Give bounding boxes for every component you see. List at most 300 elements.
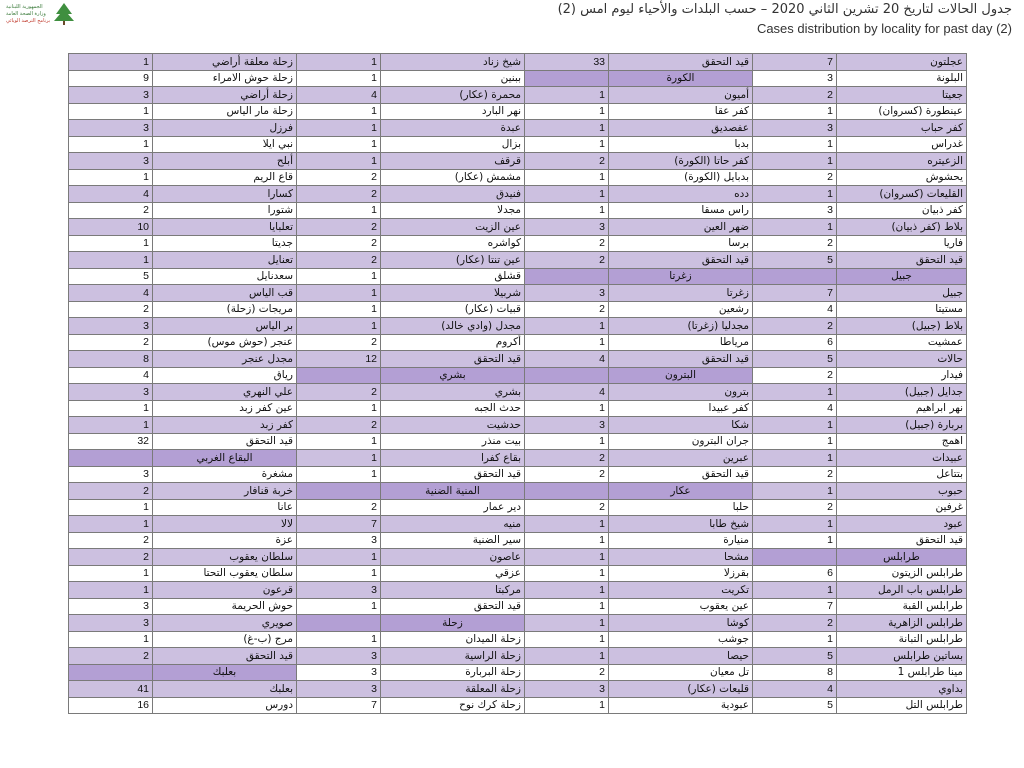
table-row	[69, 466, 967, 483]
case-count: 1	[525, 598, 609, 615]
table-row	[69, 235, 967, 252]
table-row	[69, 433, 967, 450]
case-count: 1	[297, 301, 381, 318]
locality-name: أبلح	[153, 153, 297, 170]
table-row	[69, 697, 967, 714]
case-count: 5	[753, 252, 837, 269]
case-count: 1	[525, 615, 609, 632]
case-count: 2	[525, 466, 609, 483]
case-count: 1	[297, 318, 381, 335]
locality-name: كفر حباب	[837, 120, 967, 137]
case-count: 1	[525, 549, 609, 566]
table-row	[69, 582, 967, 599]
locality-name: عبيدات	[837, 450, 967, 467]
case-count: 5	[753, 648, 837, 665]
case-count: 2	[753, 87, 837, 104]
locality-name: دده	[609, 186, 753, 203]
locality-name: عمشيت	[837, 334, 967, 351]
case-count: 1	[525, 120, 609, 137]
case-count: 1	[69, 169, 153, 186]
locality-name: سعدنايل	[153, 268, 297, 285]
table-row	[69, 499, 967, 516]
case-count: 1	[297, 598, 381, 615]
locality-name: طرابلس القبة	[837, 598, 967, 615]
district-header: البترون	[609, 367, 753, 384]
locality-name: زحلة كرك نوح	[381, 697, 525, 714]
table-row	[69, 648, 967, 665]
case-count: 1	[297, 136, 381, 153]
logo-line-3: برنامج الترصد الوبائي	[6, 18, 51, 24]
case-count: 1	[69, 54, 153, 71]
case-count: 7	[753, 598, 837, 615]
locality-name: بيت منذر	[381, 433, 525, 450]
locality-name: بعلبك	[153, 681, 297, 698]
case-count: 7	[753, 54, 837, 71]
case-count	[297, 615, 381, 632]
locality-name: قرعون	[153, 582, 297, 599]
case-count: 5	[69, 268, 153, 285]
case-count: 1	[525, 186, 609, 203]
case-count: 3	[69, 615, 153, 632]
locality-name: عينطورة (كسروان)	[837, 103, 967, 120]
case-count: 1	[753, 136, 837, 153]
locality-name: بزال	[381, 136, 525, 153]
locality-name: تعلبايا	[153, 219, 297, 236]
table-row	[69, 268, 967, 285]
locality-name: حبوب	[837, 483, 967, 500]
table-row	[69, 450, 967, 467]
locality-name: نهر ابراهيم	[837, 400, 967, 417]
locality-name: طرابلس التل	[837, 697, 967, 714]
district-header: جبيل	[837, 268, 967, 285]
locality-name: قيد التحقق	[153, 433, 297, 450]
locality-name: يحشوش	[837, 169, 967, 186]
case-count: 2	[297, 186, 381, 203]
case-count: 1	[525, 202, 609, 219]
case-count: 1	[753, 186, 837, 203]
locality-name: بقرزلا	[609, 565, 753, 582]
locality-name: مجدليا (زغرتا)	[609, 318, 753, 335]
case-count: 1	[297, 54, 381, 71]
locality-name: عنجر (حوش موس)	[153, 334, 297, 351]
case-count: 1	[525, 631, 609, 648]
locality-name: جران البترون	[609, 433, 753, 450]
locality-name: علي النهري	[153, 384, 297, 401]
locality-name: كفر عقا	[609, 103, 753, 120]
case-count: 3	[525, 219, 609, 236]
table-row	[69, 285, 967, 302]
locality-name: سلطان يعقوب التحتا	[153, 565, 297, 582]
locality-name: زحلة المعلقة	[381, 681, 525, 698]
case-count: 2	[297, 235, 381, 252]
case-count: 3	[69, 318, 153, 335]
table-row	[69, 301, 967, 318]
locality-name: شتورا	[153, 202, 297, 219]
district-header: البقاع الغربي	[153, 450, 297, 467]
locality-name: أميون	[609, 87, 753, 104]
case-count: 2	[753, 367, 837, 384]
locality-name: قيد التحقق	[609, 466, 753, 483]
locality-name: قرقف	[381, 153, 525, 170]
locality-name: بلاط (جبيل)	[837, 318, 967, 335]
locality-name: غرفين	[837, 499, 967, 516]
locality-name: جدايل (جبيل)	[837, 384, 967, 401]
locality-name: القليعات (كسروان)	[837, 186, 967, 203]
table-row	[69, 153, 967, 170]
case-count: 7	[753, 285, 837, 302]
case-count: 3	[525, 681, 609, 698]
case-count: 1	[69, 235, 153, 252]
locality-name: مشمش (عكار)	[381, 169, 525, 186]
locality-name: كسارا	[153, 186, 297, 203]
case-count: 3	[753, 202, 837, 219]
locality-name: عين تنتا (عكار)	[381, 252, 525, 269]
locality-name: عزة	[153, 532, 297, 549]
logo-line-1: الجمهورية اللبنانية	[6, 4, 43, 10]
case-count: 1	[753, 582, 837, 599]
locality-name: قاع الريم	[153, 169, 297, 186]
locality-name: طرابلس الزيتون	[837, 565, 967, 582]
case-count: 1	[297, 120, 381, 137]
case-count	[753, 268, 837, 285]
case-count: 2	[525, 252, 609, 269]
table-row	[69, 400, 967, 417]
locality-name: مشحا	[609, 549, 753, 566]
table-row	[69, 532, 967, 549]
table-row	[69, 367, 967, 384]
locality-name: بدبايل (الكورة)	[609, 169, 753, 186]
case-count	[69, 664, 153, 681]
cedar-icon	[52, 2, 76, 26]
case-count	[525, 367, 609, 384]
locality-name: جديتا	[153, 235, 297, 252]
case-count: 2	[69, 202, 153, 219]
locality-name: كواشره	[381, 235, 525, 252]
case-count: 1	[69, 582, 153, 599]
locality-name: عفصديق	[609, 120, 753, 137]
case-count: 1	[753, 219, 837, 236]
table-row	[69, 664, 967, 681]
case-count: 3	[525, 285, 609, 302]
case-count: 5	[753, 351, 837, 368]
case-count: 3	[69, 87, 153, 104]
case-count: 12	[297, 351, 381, 368]
case-count: 1	[753, 532, 837, 549]
case-count: 1	[753, 384, 837, 401]
table-row	[69, 54, 967, 71]
locality-name: قليعات (عكار)	[609, 681, 753, 698]
locality-name: عين كفر زبد	[153, 400, 297, 417]
case-count: 2	[297, 417, 381, 434]
locality-name: زحلة الراسية	[381, 648, 525, 665]
case-count: 10	[69, 219, 153, 236]
case-count: 8	[69, 351, 153, 368]
case-count: 2	[297, 252, 381, 269]
case-count: 1	[525, 532, 609, 549]
page-title-arabic: جدول الحالات لتاريخ 20 تشرين الثاني 2020 – حسب البلدات والأحياء ليوم امس (2)	[557, 2, 1012, 17]
case-count: 1	[69, 417, 153, 434]
case-count: 4	[69, 285, 153, 302]
case-count: 1	[525, 582, 609, 599]
case-count: 4	[753, 400, 837, 417]
locality-name: بتتاعل	[837, 466, 967, 483]
case-count: 3	[753, 70, 837, 87]
table-row	[69, 384, 967, 401]
table-row	[69, 681, 967, 698]
table-row	[69, 103, 967, 120]
case-count: 1	[753, 631, 837, 648]
locality-name: مشغرة	[153, 466, 297, 483]
case-count: 1	[297, 466, 381, 483]
locality-name: شيخ زناد	[381, 54, 525, 71]
locality-name: طرابلس الزاهرية	[837, 615, 967, 632]
locality-name: دير عمار	[381, 499, 525, 516]
locality-name: خربة قنافار	[153, 483, 297, 500]
cases-table-body	[69, 54, 967, 714]
locality-name: شيخ طابا	[609, 516, 753, 533]
case-count: 7	[297, 697, 381, 714]
table-row	[69, 252, 967, 269]
district-header: بشري	[381, 367, 525, 384]
case-count: 1	[753, 433, 837, 450]
table-row	[69, 318, 967, 335]
district-header: عكار	[609, 483, 753, 500]
locality-name: شكا	[609, 417, 753, 434]
locality-name: فيدار	[837, 367, 967, 384]
logo-text	[6, 4, 50, 25]
case-count: 2	[525, 301, 609, 318]
locality-name: قيد التحقق	[381, 466, 525, 483]
case-count: 3	[753, 120, 837, 137]
case-count: 4	[525, 351, 609, 368]
locality-name: عبدة	[381, 120, 525, 137]
locality-name: بساتين طرابلس	[837, 648, 967, 665]
table-row	[69, 615, 967, 632]
locality-name: عزقي	[381, 565, 525, 582]
cases-table	[68, 53, 967, 714]
case-count: 1	[525, 648, 609, 665]
locality-name: نهر البارد	[381, 103, 525, 120]
case-count: 3	[69, 153, 153, 170]
locality-name: حدث الجبه	[381, 400, 525, 417]
locality-name: زحلة البربارة	[381, 664, 525, 681]
locality-name: سير الضنية	[381, 532, 525, 549]
case-count: 4	[525, 384, 609, 401]
logo-line-2: وزارة الصحة العامة	[6, 11, 46, 17]
locality-name: رشعين	[609, 301, 753, 318]
case-count: 1	[525, 400, 609, 417]
locality-name: جوشب	[609, 631, 753, 648]
case-count: 2	[753, 235, 837, 252]
case-count: 2	[69, 301, 153, 318]
ministry-logo	[6, 2, 92, 32]
table-row	[69, 70, 967, 87]
case-count: 3	[525, 417, 609, 434]
table-row	[69, 169, 967, 186]
case-count: 2	[753, 499, 837, 516]
case-count: 2	[69, 549, 153, 566]
case-count: 1	[69, 103, 153, 120]
case-count: 3	[297, 648, 381, 665]
case-count: 2	[297, 169, 381, 186]
locality-name: عجلتون	[837, 54, 967, 71]
locality-name: دورس	[153, 697, 297, 714]
locality-name: قيد التحقق	[837, 532, 967, 549]
locality-name: برسا	[609, 235, 753, 252]
case-count: 6	[753, 334, 837, 351]
case-count: 2	[525, 235, 609, 252]
locality-name: غدراس	[837, 136, 967, 153]
case-count: 2	[297, 384, 381, 401]
case-count: 1	[525, 433, 609, 450]
table-row	[69, 334, 967, 351]
locality-name: بداوي	[837, 681, 967, 698]
locality-name: بترون	[609, 384, 753, 401]
case-count: 2	[525, 450, 609, 467]
case-count: 2	[297, 499, 381, 516]
locality-name: بقاع كفرا	[381, 450, 525, 467]
locality-name: جبيل	[837, 285, 967, 302]
case-count: 2	[525, 499, 609, 516]
locality-name: منيارة	[609, 532, 753, 549]
case-count: 1	[525, 318, 609, 335]
case-count: 2	[525, 153, 609, 170]
page-title-english: Cases distribution by locality for past day (2)	[756, 21, 1012, 36]
table-row	[69, 136, 967, 153]
case-count: 3	[297, 681, 381, 698]
locality-name: حوش الحريمة	[153, 598, 297, 615]
locality-name: نبي ايلا	[153, 136, 297, 153]
district-header: زحلة	[381, 615, 525, 632]
locality-name: قيد التحقق	[609, 252, 753, 269]
case-count: 2	[297, 334, 381, 351]
case-count: 1	[297, 268, 381, 285]
locality-name: مستيتا	[837, 301, 967, 318]
district-header: الكورة	[609, 70, 753, 87]
case-count: 1	[297, 70, 381, 87]
district-header: المنية الضنية	[381, 483, 525, 500]
case-count: 9	[69, 70, 153, 87]
locality-name: صويري	[153, 615, 297, 632]
case-count: 3	[69, 466, 153, 483]
table-row	[69, 219, 967, 236]
case-count: 2	[69, 532, 153, 549]
locality-name: ضهر العين	[609, 219, 753, 236]
table-row	[69, 186, 967, 203]
locality-name: قيد التحقق	[381, 598, 525, 615]
locality-name: بربارة (جبيل)	[837, 417, 967, 434]
locality-name: منيه	[381, 516, 525, 533]
case-count: 2	[753, 466, 837, 483]
case-count: 2	[69, 334, 153, 351]
locality-name: قشلق	[381, 268, 525, 285]
locality-name: عانا	[153, 499, 297, 516]
case-count: 1	[297, 103, 381, 120]
locality-name: شربيلا	[381, 285, 525, 302]
case-count	[297, 483, 381, 500]
locality-name: مجدلا	[381, 202, 525, 219]
table-row	[69, 417, 967, 434]
locality-name: عين الزيت	[381, 219, 525, 236]
locality-name: قبيات (عكار)	[381, 301, 525, 318]
case-count: 1	[297, 153, 381, 170]
locality-name: عاصون	[381, 549, 525, 566]
locality-name: قب الياس	[153, 285, 297, 302]
table-row	[69, 483, 967, 500]
case-count: 1	[69, 565, 153, 582]
locality-name: عبودية	[609, 697, 753, 714]
case-count: 1	[753, 450, 837, 467]
case-count: 1	[69, 136, 153, 153]
locality-name: حدشيت	[381, 417, 525, 434]
case-count: 1	[297, 450, 381, 467]
case-count: 4	[753, 301, 837, 318]
case-count	[297, 367, 381, 384]
locality-name: ببنين	[381, 70, 525, 87]
locality-name: راس مسقا	[609, 202, 753, 219]
locality-name: حلبا	[609, 499, 753, 516]
case-count: 2	[753, 615, 837, 632]
case-count: 1	[753, 483, 837, 500]
locality-name: كفر حاتا (الكورة)	[609, 153, 753, 170]
locality-name: بشري	[381, 384, 525, 401]
case-count: 3	[297, 664, 381, 681]
locality-name: مرج (ب-غ)	[153, 631, 297, 648]
locality-name: بلاط (كفر ذبيان)	[837, 219, 967, 236]
case-count: 1	[297, 565, 381, 582]
district-header: زغرتا	[609, 268, 753, 285]
locality-name: مجدل (وادي خالد)	[381, 318, 525, 335]
case-count: 6	[753, 565, 837, 582]
locality-name: الزعيتره	[837, 153, 967, 170]
case-count: 2	[297, 219, 381, 236]
locality-name: رياق	[153, 367, 297, 384]
locality-name: قيد التحقق	[837, 252, 967, 269]
case-count: 1	[69, 499, 153, 516]
case-count: 1	[69, 252, 153, 269]
case-count	[525, 268, 609, 285]
locality-name: فرزل	[153, 120, 297, 137]
locality-name: فنيدق	[381, 186, 525, 203]
case-count: 3	[297, 582, 381, 599]
table-row	[69, 351, 967, 368]
case-count: 4	[69, 186, 153, 203]
case-count: 2	[69, 648, 153, 665]
case-count: 1	[69, 631, 153, 648]
locality-name: مرياطا	[609, 334, 753, 351]
locality-name: زحلة حوش الامراء	[153, 70, 297, 87]
case-count	[525, 70, 609, 87]
locality-name: كوشا	[609, 615, 753, 632]
locality-name: قيد التحقق	[153, 648, 297, 665]
locality-name: اهمج	[837, 433, 967, 450]
case-count: 3	[69, 598, 153, 615]
case-count	[753, 549, 837, 566]
case-count: 1	[753, 153, 837, 170]
case-count: 1	[525, 87, 609, 104]
case-count: 1	[297, 631, 381, 648]
case-count: 3	[69, 384, 153, 401]
locality-name: لالا	[153, 516, 297, 533]
locality-name: حيصا	[609, 648, 753, 665]
locality-name: زحلة أراضي	[153, 87, 297, 104]
case-count: 1	[69, 516, 153, 533]
district-header: بعلبك	[153, 664, 297, 681]
case-count: 1	[297, 285, 381, 302]
table-row	[69, 598, 967, 615]
locality-name: مينا طرابلس 1	[837, 664, 967, 681]
locality-name: طرابلس باب الرمل	[837, 582, 967, 599]
